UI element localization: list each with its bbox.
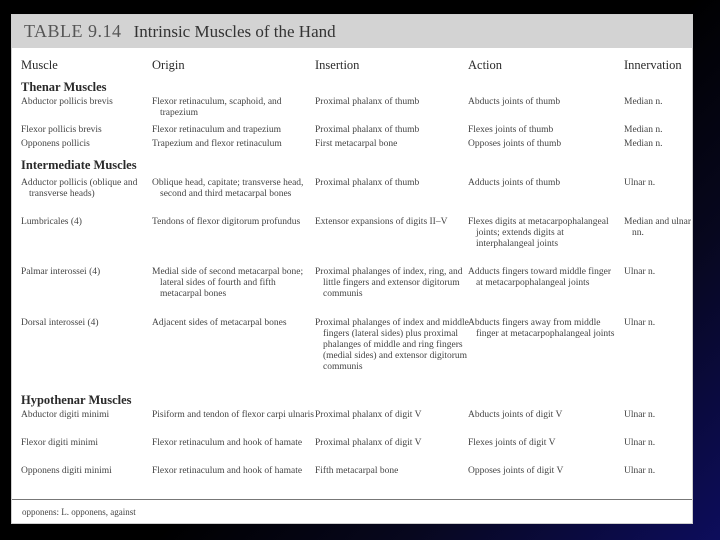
cell-origin: Flexor retinaculum and hook of hamate <box>152 466 303 476</box>
cell-insertion: Extensor expansions of digits II–V <box>315 217 448 227</box>
section-heading-intermediate: Intermediate Muscles <box>21 158 137 172</box>
cell-insertion: Proximal phalanx of thumb <box>315 178 420 188</box>
cell-action: Abducts joints of thumb <box>468 97 561 107</box>
cell-origin: Oblique head, capitate; transverse head, second and third metacarpal bones <box>152 178 304 199</box>
cell-innervation: Ulnar n. <box>624 466 656 476</box>
cell-origin: Flexor retinaculum and trapezium <box>152 125 281 135</box>
cell-origin: Flexor retinaculum, scaphoid, and trapezium <box>152 97 282 118</box>
cell-innervation: Median n. <box>624 125 663 135</box>
table-card <box>11 14 693 524</box>
cell-muscle: Flexor digiti minimi <box>21 438 99 448</box>
section-heading-thenar: Thenar Muscles <box>21 80 107 94</box>
cell-insertion: Fifth metacarpal bone <box>315 466 399 476</box>
cell-innervation: Median n. <box>624 139 663 149</box>
cell-muscle: Abductor pollicis brevis <box>21 97 113 107</box>
cell-insertion: Proximal phalanx of thumb <box>315 125 420 135</box>
cell-action: Flexes joints of digit V <box>468 438 556 448</box>
cell-origin: Tendons of flexor digitorum profundus <box>152 217 301 227</box>
table-number: TABLE 9.14 <box>24 21 122 41</box>
column-header-insertion: Insertion <box>315 58 360 72</box>
cell-origin: Adjacent sides of metacarpal bones <box>152 318 287 328</box>
cell-innervation: Median n. <box>624 97 663 107</box>
cell-action: Adducts fingers toward middle finger at metacarpophalangeal joints <box>468 267 611 288</box>
cell-origin: Flexor retinaculum and hook of hamate <box>152 438 303 448</box>
section-heading-hypothenar: Hypothenar Muscles <box>21 393 132 407</box>
column-header-innervation: Innervation <box>624 58 682 72</box>
cell-muscle: Lumbricales (4) <box>21 217 82 227</box>
cell-insertion: Proximal phalanx of thumb <box>315 97 420 107</box>
table-title: Intrinsic Muscles of the Hand <box>133 21 336 41</box>
title-bar <box>12 15 692 48</box>
cell-insertion: Proximal phalanx of digit V <box>315 410 422 420</box>
cell-origin: Medial side of second metacarpal bone; lateral sides of fourth and fifth metacarpal bones <box>152 267 304 299</box>
footnote: opponens: L. opponens, against <box>22 507 136 517</box>
cell-muscle: Dorsal interossei (4) <box>21 318 99 328</box>
cell-insertion: Proximal phalanges of index, ring, and little fingers and extensor digitorum communis <box>315 267 463 299</box>
column-header-origin: Origin <box>152 58 185 72</box>
cell-muscle: Adductor pollicis (oblique and transverse heads) <box>21 178 138 199</box>
cell-innervation: Ulnar n. <box>624 318 656 328</box>
cell-innervation: Median and ulnar nn. <box>624 217 692 238</box>
cell-action: Abducts joints of digit V <box>468 410 563 420</box>
cell-origin: Trapezium and flexor retinaculum <box>152 139 282 149</box>
cell-action: Opposes joints of thumb <box>468 139 562 149</box>
column-header-action: Action <box>468 58 503 72</box>
cell-muscle: Abductor digiti minimi <box>21 410 110 420</box>
cell-origin: Pisiform and tendon of flexor carpi ulnaris <box>152 410 314 420</box>
cell-muscle: Flexor pollicis brevis <box>21 125 102 135</box>
footnote-divider <box>12 499 692 500</box>
cell-action: Abducts fingers away from middle finger at metacarpophalangeal joints <box>468 318 615 339</box>
cell-insertion: Proximal phalanges of index and middle fingers (lateral sides) plus proximal phalanges of middle and ring fingers (medial sides) and extensor digitorum communis <box>315 318 469 372</box>
column-header-muscle: Muscle <box>21 58 58 72</box>
cell-innervation: Ulnar n. <box>624 178 656 188</box>
cell-action: Flexes joints of thumb <box>468 125 554 135</box>
cell-muscle: Opponens digiti minimi <box>21 466 112 476</box>
cell-muscle: Palmar interossei (4) <box>21 267 101 277</box>
cell-action: Opposes joints of digit V <box>468 466 564 476</box>
cell-action: Flexes digits at metacarpophalangeal joints; extends digits at interphalangeal joints <box>468 217 609 249</box>
cell-insertion: First metacarpal bone <box>315 139 398 149</box>
cell-insertion: Proximal phalanx of digit V <box>315 438 422 448</box>
cell-action: Adducts joints of thumb <box>468 178 561 188</box>
cell-innervation: Ulnar n. <box>624 438 656 448</box>
cell-muscle: Opponens pollicis <box>21 139 90 149</box>
cell-innervation: Ulnar n. <box>624 410 656 420</box>
cell-innervation: Ulnar n. <box>624 267 656 277</box>
